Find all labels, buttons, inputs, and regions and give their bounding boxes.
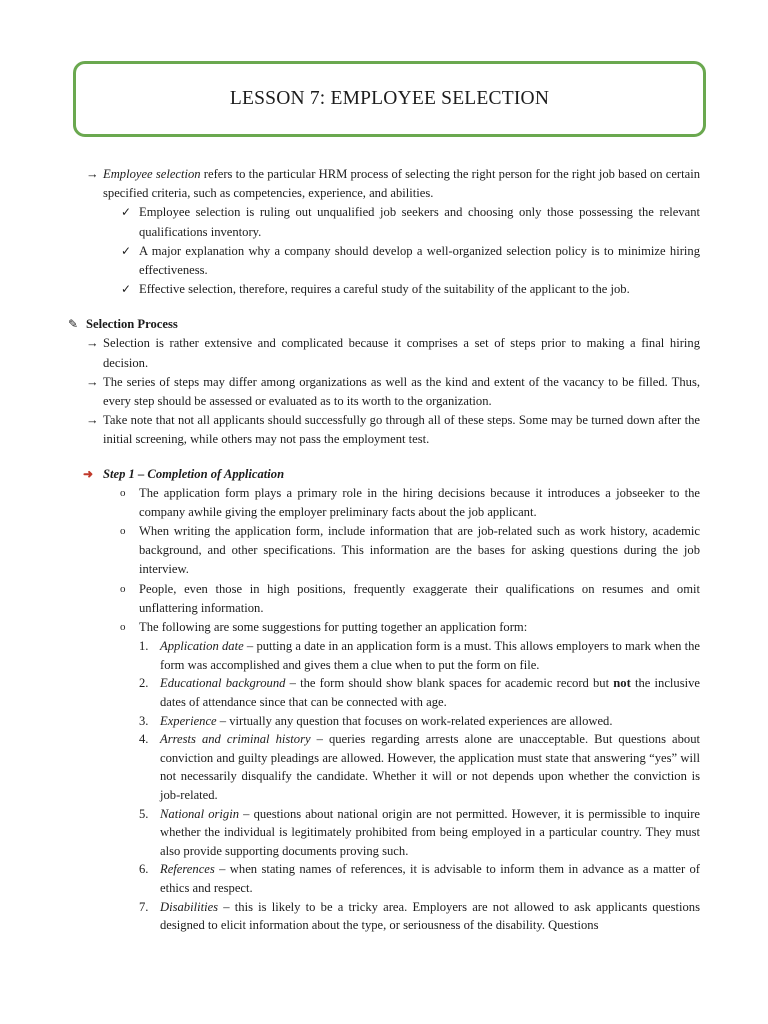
circle-bullet-icon: o [120,621,126,634]
arrow-icon: → [86,413,99,428]
intro-check-item: ✓ Employee selection is ruling out unqualified job seekers and choosing only those possessing the relevant qualifications inventory. [121,205,700,239]
checkmark-icon: ✓ [121,205,132,220]
lesson-title-box [73,61,706,137]
pen-icon: ✎ [68,317,79,332]
circle-bullet-icon: o [120,486,126,499]
step-item: o The following are some suggestions for putting together an application form: [68,618,700,637]
lesson-title: LESSON 7: EMPLOYEE SELECTION [229,88,550,109]
selection-item: → Selection is rather extensive and complicated because it comprises a set of steps prior to making a final hiring decision. [86,336,700,370]
circle-bullet-icon: o [120,525,126,538]
checkmark-icon: ✓ [121,282,132,297]
document-body [68,165,700,935]
step-item: o People, even those in high positions, frequently exaggerate their qualifications on resumes and omit unflattering information. [120,581,700,615]
arrow-icon: → [86,167,99,181]
suggestion-item: 7. Disabilities – this is likely to be a tricky area. Employers are not allowed to ask applicants questions designed to elicit information about the type, or seriousness of the disability. Questions [139,899,700,933]
intro-check-item: ✓ Effective selection, therefore, requires a careful study of the suitability of the applicant to the job. [68,280,700,299]
circle-bullet-icon: o [120,582,126,595]
down-arrow-bullet-icon: ➜ [83,466,94,481]
step-item: o The application form plays a primary role in the hiring decisions because it introduces a jobseeker to the company awhile giving the employer preliminary facts about the job applicant. [120,485,700,519]
intro-term: Employee selection [103,167,201,181]
step-item: o When writing the application form, include information that are job-related such as work history, academic background, and other specifications. This information are the bases for asking questions during the job interview. [120,524,700,577]
arrow-icon: → [86,336,99,351]
suggestion-item: 4. Arrests and criminal history – queries regarding arrests alone are unacceptable. But questions about conviction and guilty pleadings are allowed. However, the application must state that answering “yes” will not necessarily disqualify the candidate. Whether it will or not depends upon whether the conviction is job-related. [139,732,700,803]
intro-text: refers to the particular HRM process of selecting the right person for the right job based on certain specified criteria, such as competencies, experience, and abilities. [103,167,701,201]
intro-check-item: ✓ A major explanation why a company should develop a well-organized selection policy is to minimize hiring effectiveness. [121,243,700,278]
suggestion-item: 3. Experience – virtually any question that focuses on work-related experiences are allowed. [139,713,613,728]
suggestion-item: 6. References – when stating names of references, it is advisable to inform them in advance as a matter of ethics and respect. [139,862,700,895]
suggestion-item: 2. Educational background – the form should show blank spaces for academic record but not the inclusive dates of attendance since that can be connected with age. [139,676,700,710]
suggestion-item: 5. National origin – questions about national origin are not permitted. However, it is permissible to inquire whether the individual is legitimately prohibited from being employed in a particular country. They must also provide supporting documents proving such. [139,806,700,858]
intro-paragraph [68,165,700,203]
selection-item: → Take note that not all applicants should successfully go through all of these steps. Some may be turned down after the initial screening, while others may not pass the employment test. [86,413,700,447]
selection-item: → The series of steps may differ among organizations as well as the kind and extent of the vacancy to be filled. Thus, every step should be assessed or evaluated as to its worth to the organization. [86,374,700,409]
arrow-icon: → [86,374,99,389]
section-heading: ✎ Selection Process [68,315,700,334]
checkmark-icon: ✓ [121,243,132,258]
suggestion-item: 1. Application date – putting a date in an application form is a must. This allows employers to mark when the form was accomplished and gives them a clue when to put the form on file. [139,639,700,672]
step-heading: ➜ Step 1 – Completion of Application [68,465,700,484]
